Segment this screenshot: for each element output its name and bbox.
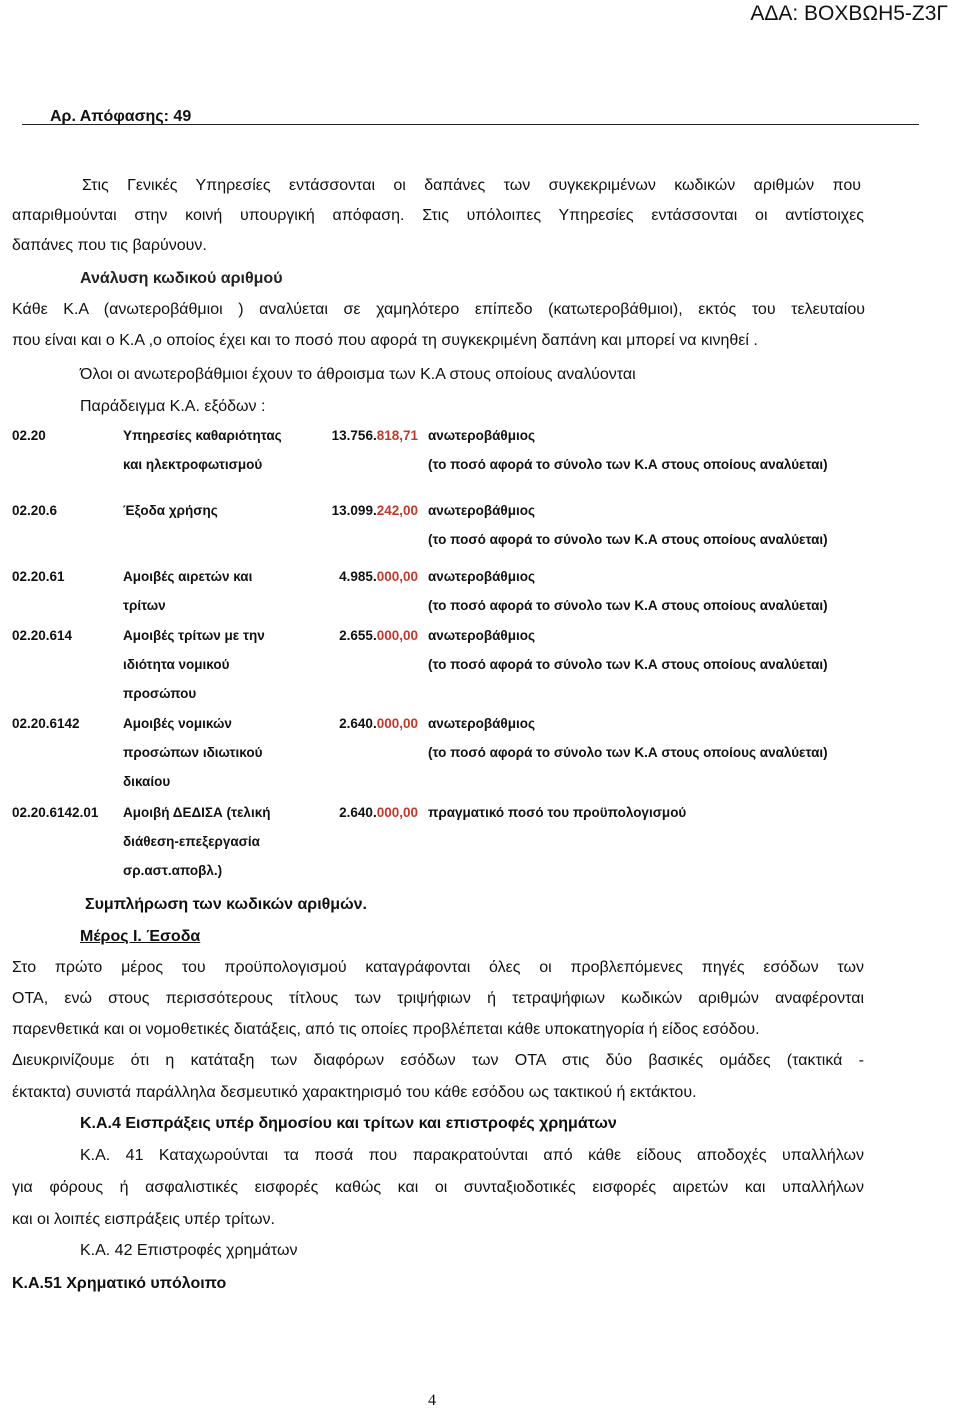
row-amount: 13.099.242,00 (331, 503, 418, 518)
row-note: (το ποσό αφορά το σύνολο των Κ.Α στους οποίους αναλύεται) (428, 745, 828, 760)
ka41-line-1: Κ.Α. 41 Καταχωρούνται τα ποσά που παρακρατούνται από κάθε είδους αποδοχές υπαλλήλων (80, 1147, 864, 1164)
row-desc: Αμοιβή ΔΕΔΙΣΑ (τελική (123, 805, 271, 820)
row-note: ανωτεροβάθμιος (428, 569, 535, 584)
part1-p1-line-2: ΟΤΑ, ενώ στους περισσότερους τίτλους των τριψήφιων ή τετραψήφιων κωδικών αριθμών αναφέρονται (12, 990, 864, 1007)
row-desc: τρίτων (123, 598, 166, 613)
row-desc: Υπηρεσίες καθαριότητας (123, 428, 282, 443)
header-rule (22, 124, 919, 125)
analysis-line-2: που είναι και ο Κ.Α ,ο οποίος έχει και το ποσό που αφορά τη συγκεκριμένη δαπάνη και μπορεί να κινηθεί . (12, 332, 758, 349)
ka42-line: Κ.Α. 42 Επιστροφές χρημάτων (80, 1242, 298, 1259)
ada-code: ΑΔΑ: ΒΟΧΒΩΗ5-Ζ3Γ (750, 2, 948, 25)
row-code: 02.20.614 (12, 628, 73, 643)
row-amount: 2.640.000,00 (339, 716, 418, 731)
row-desc: ιδιότητα νομικού (123, 657, 230, 672)
part1-p2-line-1: Διευκρινίζουμε ότι η κατάταξη των διαφόρων εσόδων των ΟΤΑ στις δύο βασικές ομάδες (τακτικά - (12, 1052, 864, 1069)
row-note: ανωτεροβάθμιος (428, 503, 535, 518)
part1-p1-line-3: παρενθετικά και οι νομοθετικές διατάξεις, από τις οποίες προβλέπεται κάθε υποκατηγορία ή είδος εσόδου. (12, 1021, 760, 1038)
row-amount: 2.640.000,00 (339, 805, 418, 820)
row-code: 02.20.6 (12, 503, 58, 518)
row-note: ανωτεροβάθμιος (428, 428, 535, 443)
row-desc: σρ.αστ.αποβλ.) (123, 863, 223, 878)
row-note: (το ποσό αφορά το σύνολο των Κ.Α στους οποίους αναλύεται) (428, 657, 828, 672)
row-note: ανωτεροβάθμιος (428, 716, 535, 731)
row-desc: Αμοιβές αιρετών και (123, 569, 253, 584)
intro-line-3: δαπάνες που τις βαρύνουν. (12, 237, 207, 254)
ka51-title: Κ.Α.51 Χρηματικό υπόλοιπο (12, 1275, 227, 1292)
row-desc: προσώπων ιδιωτικού (123, 745, 263, 760)
row-amount: 4.985.000,00 (339, 569, 418, 584)
example-label: Παράδειγμα Κ.Α. εξόδων : (80, 398, 266, 415)
row-desc: Αμοιβές νομικών (123, 716, 232, 731)
decision-number: Αρ. Απόφασης: 49 (50, 108, 192, 125)
part1-p1-line-1: Στο πρώτο μέρος του προϋπολογισμού καταγράφονται όλες οι προβλεπόμενες πηγές εσόδων των (12, 959, 864, 976)
analysis-line-3: Όλοι οι ανωτεροβάθμιοι έχουν το άθροισμα των Κ.Α στους οποίους αναλύονται (80, 366, 636, 383)
part1-title: Μέρος Ι. Έσοδα (80, 928, 201, 945)
page-number: 4 (428, 1392, 436, 1409)
ka4-title: Κ.Α.4 Εισπράξεις υπέρ δημοσίου και τρίτων και επιστροφές χρημάτων (80, 1115, 617, 1132)
intro-line-1: Στις Γενικές Υπηρεσίες εντάσσονται οι δαπάνες των συγκεκριμένων κωδικών αριθμών που (82, 177, 861, 194)
row-desc: Έξοδα χρήσης (123, 503, 218, 518)
row-desc: Αμοιβές τρίτων με την (123, 628, 265, 643)
ka41-line-2: για φόρους ή ασφαλιστικές εισφορές καθώς και οι συνταξιοδοτικές εισφορές αιρετών και υπαλλήλων (12, 1179, 864, 1196)
row-amount: 13.756.818,71 (331, 428, 418, 443)
part1-p2-line-2: έκτακτα) συνιστά παράλληλα δεσμευτικό χαρακτηρισμό του κάθε εσόδου ως τακτικού ή εκτάκτου. (12, 1084, 697, 1101)
row-code: 02.20.61 (12, 569, 65, 584)
analysis-line-1: Κάθε Κ.Α (ανωτεροβάθμιοι ) αναλύεται σε χαμηλότερο επίπεδο (κατωτεροβάθμιοι), εκτός του τελευταίου (12, 301, 865, 318)
row-note: πραγματικό ποσό του προϋπολογισμού (428, 805, 687, 820)
row-code: 02.20.6142.01 (12, 805, 99, 820)
row-code: 02.20 (12, 428, 46, 443)
row-code: 02.20.6142 (12, 716, 80, 731)
ka41-line-3: και οι λοιπές εισπράξεις υπέρ τρίτων. (12, 1211, 275, 1228)
row-note: (το ποσό αφορά το σύνολο των Κ.Α στους οποίους αναλύεται) (428, 457, 828, 472)
row-note: ανωτεροβάθμιος (428, 628, 535, 643)
row-amount: 2.655.000,00 (339, 628, 418, 643)
intro-line-2: απαριθμούνται στην κοινή υπουργική απόφαση. Στις υπόλοιπες Υπηρεσίες εντάσσονται οι αντίστοιχες (12, 207, 864, 224)
row-note: (το ποσό αφορά το σύνολο των Κ.Α στους οποίους αναλύεται) (428, 598, 828, 613)
row-note: (το ποσό αφορά το σύνολο των Κ.Α στους οποίους αναλύεται) (428, 532, 828, 547)
row-desc: δικαίου (123, 774, 171, 789)
row-desc: και ηλεκτροφωτισμού (123, 457, 263, 472)
row-desc: διάθεση-επεξεργασία (123, 834, 260, 849)
analysis-title: Ανάλυση κωδικού αριθμού (80, 270, 283, 287)
completion-title: Συμπλήρωση των κωδικών αριθμών. (85, 896, 367, 913)
row-desc: προσώπου (123, 686, 197, 701)
